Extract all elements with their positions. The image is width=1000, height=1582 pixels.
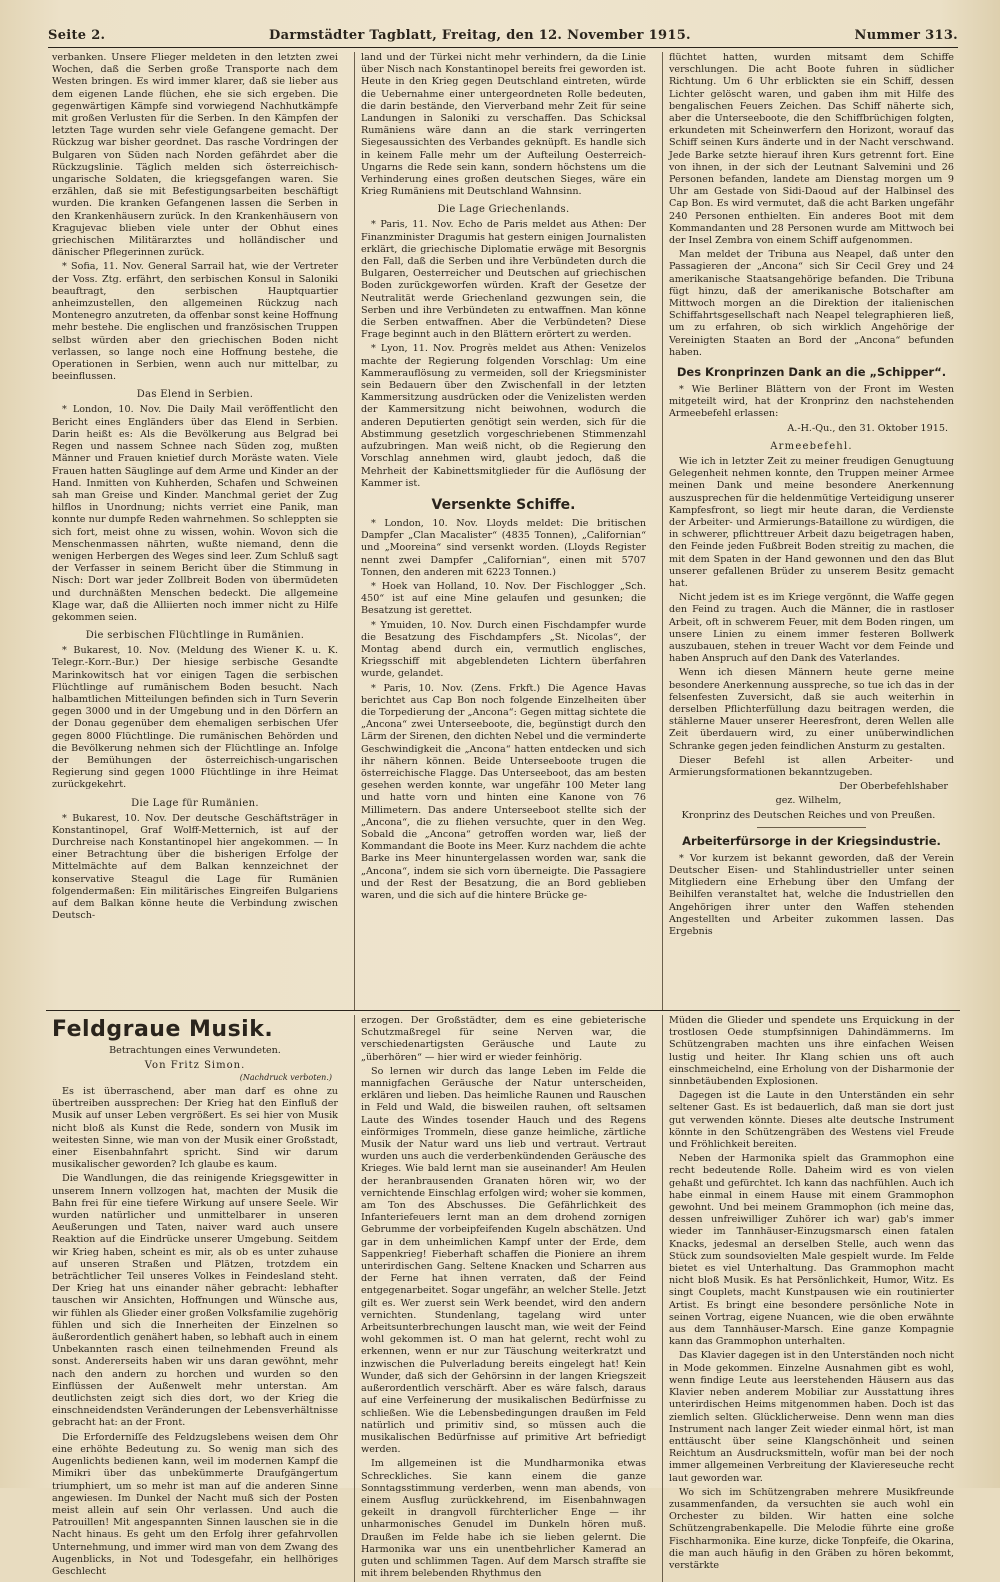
section-heading-versenkte-schiffe: Versenkte Schiffe. [431, 496, 576, 513]
dateline: A.-H.-Qu., den 31. Oktober 1915. [787, 422, 948, 434]
reprint-notice: (Nachdruck verboten.) [239, 1073, 332, 1082]
column-1 [46, 52, 344, 1010]
feuilleton-column-2 [354, 1015, 652, 1582]
article-paragraph: flüchtet hatten, wurden mitsamt dem Schiffe verschlungen. Die acht Boote fuhren in südlicher Richtung. Um 6 Uhr erblickten sie ein Schiff, dessen Lichter gelöscht waren, und gaben ihm mit Hilfe des bengalischen Feuers Zeichen. Das Schiff näherte sich, aber die Unterseeboote, die den Schiffbrüchigen folgten, erkundeten mit Scheinwerfern den Horizont, worauf das Schiff seinen Kurs änderte und in der Nacht verschwand. Jede Barke setzte hierauf ihren Kurs getrennt fort. Eine von ihnen, in der sich der Leutnant Salvemini und 26 Personen befanden, landete am Dienstag morgen um 9 Uhr am Gestade von Sidi-Daoud auf der Halbinsel des Cap Bon. Es wird vermutet, daß die acht Barken ungefähr 240 Personen enthielten. Ein anderes Boot mit dem Kommandanten und 28 Personen wurde am Mittwoch bei der Insel Zembra von einem Schiff aufgenommen. [669, 52, 954, 247]
article-paragraph: * Hoek van Holland, 10. Nov. Der Fischlogger „Sch. 450“ ist auf eine Mine gelaufen und gesunken; die Besatzung ist gerettet. [361, 580, 646, 617]
section-heading-arbeiterfuersorge: Arbeiterfürsorge in der Kriegsindustrie. [682, 833, 941, 848]
divider [757, 827, 865, 828]
feuilleton-column-3 [662, 1015, 960, 1582]
article-paragraph: Neben der Harmonika spielt das Grammophon eine recht bedeutende Rolle. Daheim wird es von vielen gehaßt und gefürchtet. Ich kann das nachfühlen. Auch ich habe einmal in einem Hause mit einem Grammophon gewohnt. Und bei meinem Grammophon (ich meine das, dessen unfreiwilliger Zuhörer ich war) gab's immer wieder im Tannhäuser-Einzugsmarsch einen fatalen Knacks, jedesmal an derselben Stelle, auch wenn das Stück zum soundsovielten Male gespielt wurde. Im Felde bietet es viel Unterhaltung. Das Grammophon macht nicht bloß Musik. Es hat Persönlichkeit, Humor, Witz. Es singt Couplets, macht Kunstpausen wie ein routinierter Artist. Es bringt eine besondere persönliche Note in seinen Vortrag, eigene Nuancen, wie die oben erwähnte aus dem Tannhäuser-Marsch. Eine ganze Kompagnie kann das Grammophon unterhalten. [669, 1153, 954, 1348]
newspaper-title: Darmstädter Tagblatt, Freitag, den 12. November 1915. [269, 28, 691, 43]
article-paragraph: Wenn ich diesen Männern heute gerne meine besondere Anerkennung ausspreche, so tue ich das in der felsenfesten Zuversicht, daß sie auch weiterhin in derselben Pflichterfüllung dazu beitragen werden, die stählerne Mauer unserer Heeresfront, deren Wellen alle Zeit überdauern wird, zu einer unüberwindlichen Schranke gegen jeden feindlichen Ansturm zu gestalten. [669, 667, 954, 752]
column-2 [354, 52, 652, 1010]
article-paragraph: So lernen wir durch das lange Leben im Felde die mannigfachen Geräusche der Natur unterscheiden, erklären und lieben. Das heimliche Raunen und Rauschen in Feld und Wald, die bisweilen rauhen, oft seltsamen Laute des Windes tosender Hauch und des Regens einförmiges Trommeln, diese ganze heimliche, zärtliche Musik der Natur ward uns lieb und vertraut. Vertraut wurden uns auch die verderbenkündenden Geräusche des Krieges. Wie bald lernt man sie auseinander! Am Heulen der heranbrausenden Granaten hören wir, wo der vernichtende Einschlag erfolgen wird; woher sie kommen, am Ton des Abschusses. Die Gefährlichkeit des Infanteriefeuers lernt man an dem drohend zornigen Gebrumme der vorbeipfeifenden Kugeln abschätzen. Und gar in dem unheimlichen Kampf unter der Erde, dem Sappenkrieg! Fieberhaft schaffen die Pioniere an ihrem unterirdischen Gang. Seltene Knacken und Scharren aus der Ferne hat ihnen verraten, daß der Feind entgegenarbeitet. Sogar ungefähr, an welcher Stelle. Jetzt gilt es. Wer zuerst sein Werk beendet, wird den andern vernichten. Stundenlang, tagelang wird unter Arbeitsunterbrechungen lauscht man, wie weit der Feind wohl gekommen ist. O man hat gelernt, recht wohl zu erkennen, wenn er nur zur Täuschung weiterkratzt und inzwischen die Pulverladung bereits eingelegt hat! Kein Wunder, daß sich der Gehörsinn in der langen Kriegszeit außerordentlich verschärft. Aber es wäre falsch, daraus auf eine Verfeinerung der musikalischen Bedürfnisse zu schließen. Wie die Lebensbedingungen draußen im Feld natürlich und primitiv sind, so müssen auch die musikalischen Bedürfnisse auf primitive Art befriedigt werden. [361, 1065, 646, 1456]
feuilleton-title: Feldgraue Musik. [52, 1017, 274, 1042]
article-paragraph: Es ist überraschend, aber man darf es ohne zu übertreiben aussprechen: Der Krieg hat den Einfluß der Musik auf unser Leben vergrößert. Es sei hier von Musik nicht bloß als Kunst die Rede, sondern von Musik im weitesten Sinne, wie man von der Musik einer Großstadt, einer Eisenbahnfahrt spricht. Sind wir darum musikalischer geworden? Ich glaube es kaum. [52, 1086, 338, 1171]
article-paragraph: land und der Türkei nicht mehr verhindern, da die Linie über Nisch nach Konstantinopel bereits frei geworden ist. Heute in den Krieg gegen Deutschland eintreten, würde die Uebernahme einer untergeordneten Rolle bedeuten, die darin bestände, den Vierverband mehr Zeit für seine Landungen in Saloniki zu verschaffen. Das Schicksal Rumäniens wäre dann an die stark verringerten Siegesaussichten des Verbandes geknüpft. Es handle sich in keinem Falle mehr um der Aufteilung Oesterreich-Ungarns die Rede sein kann, sondern höchstens um die Verhinderung eines großen deutschen Sieges, wäre ein Krieg Rumäniens mit Deutschland Wahnsinn. [361, 52, 646, 198]
article-paragraph: Die Wandlungen, die das reinigende Kriegsgewitter in unserem Innern vollzogen hat, machten der Musik die Bahn frei für eine tiefere Wirkung auf unsere Seele. Wir wurden natürlicher und unmittelbarer in unseren Aeußerungen und Taten, naiver ward auch unsere Reaktion auf die Eindrücke unserer Umgebung. Seitdem wir Krieg haben, scheint es mir, als ob es unter zuhause auf unseren Straßen und Plätzen, trotzdem ein beträchtlicher Teil unseres Volkes in Feindesland steht. Der Krieg hat uns einander näher gebracht: lebhafter tauschen wir Ansichten, Hoffnungen und Wünsche aus, wir fühlen als Glieder einer großen Volksfamilie zugehörig fühlen und sich die Innerheiten der Einzelnen so äußerordentlich genähert haben, so lebhaft auch in einem Unbekannten rasch einen teilnehmenden Freund als sonst. Andererseits haben wir uns daran gewöhnt, mehr nach den andern zu horchen und wurden so den Einflüssen der Außenwelt mehr unterstan. Am deutlichsten zeigt sich dies dort, wo der Krieg die einschneidendsten Veränderungen der Lebensverhältnisse gebracht hat: an der Front. [52, 1173, 338, 1429]
article-paragraph: * Paris, 11. Nov. Echo de Paris meldet aus Athen: Der Finanzminister Dragumis hat gestern einigen Journalisten erklärt, die griechische Diplomatie erwäge mit Besorgnis den Fall, daß die Serben und ihre Verbündeten durch die Bulgaren, Oesterreicher und Deutschen auf griechischen Boden zurückgeworfen würden. Kraft der Gesetze der Neutralität werde Griechenland gezwungen sein, die Serben und ihre Verbündeten zu entwaffnen. Man könne die Serben entwaffnen. Aber die Verbündeten? Diese Frage beginnt auch in den Blättern erörtert zu werden. [361, 219, 646, 341]
article-paragraph: * Ymuiden, 10. Nov. Durch einen Fischdampfer wurde die Besatzung des Fischdampfers „St. Nicolas“, der Montag abend durch ein, vermutlich englisches, Kriegsschiff mit abgeblendeten Lichtern überfahren wurde, gelandet. [361, 619, 646, 680]
article-paragraph: Die Erforderniſſe des Feldzugslebens weisen dem Ohr eine erhöhte Bedeutung zu. So wenig man sich des Augenlichts bedienen kann, weil im modernen Kampf die Mimikri über das unbekümmerte Draufgängertum triumphiert, um so mehr ist man auf die anderen Sinne angewiesen. Im Dunkel der Nacht muß sich der Posten meist allein auf sein Ohr verlassen. Und auch die Patrouillen! Mit angespannten Sinnen lauschen sie in die Nacht hinaus. Es geht um den Erfolg ihrer gefahrvollen Unternehmung, und immer wird man von dem Zwang des Augenblicks, in Not und Todesgefahr, ein hellhöriges Geschlecht [52, 1431, 338, 1577]
article-paragraph: * Paris, 10. Nov. (Zens. Frkft.) Die Agence Havas berichtet aus Cap Bon noch folgende Einzelheiten über die Torpedierung der „Ancona“: Gegen mittag sichtete die „Ancona“ zwei Unterseeboote, die, begünstigt durch den Lärm der Sirenen, den dichten Nebel und die verminderte Geschwindigkeit die „Ancona“ hatten entdecken und sich ihr nähern können. Beide Unterseeboote trugen die österreichische Flagge. Das Unterseeboot, das am besten gesehen werden konnte, war ungefähr 100 Meter lang und hatte vorn und hinten eine Kanone von 76 Millimetern. Das andere Unterseeboot stellte sich der „Ancona“, die zu fliehen versuchte, quer in den Weg. Sobald die „Ancona“ getroffen worden war, ließ der Kommandant die Boote ins Meer. Kurz nachdem die achte Barke ins Meer hinuntergelassen worden war, sank die „Ancona“, indem sie sich vorn überneigte. Die Passagiere und der Rest der Besatzung, die an Bord geblieben waren, und die sich auf die hintere Brücke ge- [361, 682, 646, 901]
article-paragraph: * Lyon, 11. Nov. Progrès meldet aus Athen: Venizelos machte der Regierung folgenden Vorschlag: Um eine Kammerauflösung zu vermeiden, soll der Kriegsminister sein Bedauern über den Zwischenfall in der letzten Kammersitzung ausdrücken oder die Venizelisten werden der Kammersitzung nicht beiwohnen, wodurch die anderen Deputierten genötigt sein werden, sich für die Abstimmung gesetzlich vorgeschriebenen Stimmenzahl aufzubringen. Man weiß nicht, ob die Regierung den Vorschlag annehmen wird, glaubt jedoch, daß die Mehrheit der Kabinettsmitglieder für die Auflösung der Kammer ist. [361, 343, 646, 489]
feuilleton-section [46, 1011, 960, 1580]
signature-line: gez. Wilhelm, [775, 795, 842, 807]
issue-number: Nummer 313. [854, 28, 958, 43]
page-number: Seite 2. [48, 28, 106, 43]
article-paragraph: * London, 10. Nov. Lloyds meldet: Die britischen Dampfer „Clan Macalister“ (4835 Tonnen), „Californian“ und „Mooreina“ sind versenkt worden. (Lloyds Register nennt zwei Dampfer „Californian“, einen mit 5707 Tonnen, den anderen mit 6223 Tonnen.) [361, 517, 646, 578]
article-paragraph: * Sofia, 11. Nov. General Sarrail hat, wie der Vertreter der Voss. Ztg. erfährt, den serbischen Konsul in Saloniki beauftragt, den serbischen Hauptquartier anheimzustellen, den allgemeinen Rückzug nach Montenegro anzutreten, da offenbar sonst keine Hoffnung mehr bestehe. Die englischen und französischen Truppen selbst würden aber den griechischen Boden nicht verlassen, so lange noch eine Hoffnung bestehe, die Operationen in Serbien, wenn auch nur mittelbar, zu beeinflussen. [52, 261, 338, 383]
section-heading: Die serbischen Flüchtlinge in Rumänien. [85, 630, 305, 642]
article-paragraph: * Wie Berliner Blättern von der Front im Westen mitgeteilt wird, hat der Kronprinz den nachstehenden Armeebefehl erlassen: [669, 384, 954, 420]
article-paragraph: Wo sich im Schützengraben mehrere Musikfreunde zusammenfanden, da versuchten sie auch wohl ein Orchester zu bilden. Wir hatten eine solche Schützengrabenkapelle. Die Melodie führte eine große Fischharmonika. Eine kurze, dicke Tonpfeife, die Okarina, die man auch häufig in den Gräben zu hören bekommt, verstärkte [669, 1486, 954, 1571]
article-paragraph: erzogen. Der Großstädter, dem es eine gebieterische Schutzmaßregel für seine Nerven war, die verschiedenartigsten Geräusche und Laute zu „überhören“ — hier wird er wieder feinhörig. [361, 1015, 646, 1063]
section-heading: Armeebefehl. [770, 440, 853, 452]
article-paragraph: Man meldet der Tribuna aus Neapel, daß unter den Passagieren der „Ancona“ sich Sir Cecil Grey und 24 amerikanische Staatsangehörige befanden. Die Tribuna fügt hinzu, daß der amerikanische Botschafter am Mittwoch morgen an die Direktion der italienischen Schiffahrtsgesellschaft nach Neapel telegraphieren ließ, um zu erfahren, ob sich wirklich Angehörige der Vereinigten Staaten an Bord der „Ancona“ befunden haben. [669, 249, 954, 358]
news-section [46, 52, 960, 1011]
section-heading: Das Elend in Serbien. [136, 389, 254, 401]
feuilleton-column-1 [46, 1015, 344, 1582]
article-paragraph: Dagegen ist die Laute in den Unterständen ein sehr seltener Gast. Es ist bedauerlich, daß man sie dort just gut verwenden könnte. Dieses alte deutsche Instrument könnte in den Schützengräben des Westens viel Freude und Fröhlichkeit bereiten. [669, 1090, 954, 1151]
signature-line: Der Oberbefehlshaber [839, 781, 948, 793]
article-paragraph: Das Klavier dagegen ist in den Unterständen noch nicht in Mode gekommen. Einzelne Ausnahmen gibt es wohl, wenn findige Leute aus leerstehenden Häusern aus das Klavier neben anderem Mobiliar zur Ausstattung ihres unterirdischen Heims mitgenommen haben. Doch ist das ziemlich selten. Glücklicherweise. Denn wenn man dies Instrument nach langer Zeit wieder einmal hört, ist man enttäuscht über seine Klangschönheit und seinen Reichtum an Ausdrucksmitteln, wofür man bei der noch immer allgemeinen Verbreitung der Klaviereseuche recht laut geworden war. [669, 1350, 954, 1484]
masthead [48, 28, 958, 48]
section-heading-kronprinz: Des Kronprinzen Dank an die „Schipper“. [676, 365, 947, 380]
article-paragraph: Wie ich in letzter Zeit zu meiner freudigen Genugtuung Gelegenheit nehmen konnte, den Truppen meiner Armee meinen Dank und meine besondere Anerkennung auszusprechen für die heldenmütige Verteidigung unserer Kampfesfront, so liegt mir heute daran, die Verdienste der Arbeiter- und Armierungs-Bataillone zu würdigen, die in schwerer, pflichttreuer Arbeit dazu beigetragen haben, den Feinde jeden Fußbreit Boden streitig zu machen, die mit dem Spaten in der Hand gewonnen und den das Blut unserer gefallenen Brüder zu unserem Besitz gemacht hat. [669, 455, 954, 589]
article-paragraph: verbanken. Unsere Flieger meldeten in den letzten zwei Wochen, daß die Serben große Transporte nach dem Westen bringen. Es wird immer klarer, daß sie lieber aus dem eigenen Lande flüchen, ehe sie sich ergeben. Die gegenwärtigen Kämpfe sind vorwiegend Nachhutkämpfe mit großen Verlusten für die Serben. In den Kämpfen der letzten Tage wurden sehr viele Gefangene gemacht. Der Rückzug war bisher geordnet. Das rasche Vordringen der Bulgaren von Süden nach Norden gefährdet aber die Rückzugslinie. Täglich melden sich österreichisch-ungarische Soldaten, die kriegsgefangen waren. Sie erzählen, daß sie mit Befestigungsarbeiten beschäftigt wurden. Die kranken Gefangenen lassen die Serben in den Krankenhäusern zurück. In den Krankenhäusern von Kragujevac blieben viele unter der Obhut eines griechischen Militärarztes und holländischer und dänischer Pflegerinnen zurück. [52, 52, 338, 259]
article-paragraph: * Vor kurzem ist bekannt geworden, daß der Verein Deutscher Eisen- und Stahlindustrieller unter seinen Mitgliedern eine Erhebung über den Umfang der Beihilfen veranstaltet hat, welche die Industriellen den Angehörigen ihrer unter den Waffen stehenden Angestellten und Arbeiter zukommen lassen. Das Ergebnis [669, 852, 954, 937]
feuilleton-subtitle: Betrachtungen eines Verwundeten. [109, 1045, 281, 1056]
signature-line: Kronprinz des Deutschen Reiches und von Preußen. [681, 809, 936, 821]
feuilleton-author: Von Fritz Simon. [144, 1060, 246, 1071]
section-heading: Die Lage Griechenlands. [437, 204, 570, 216]
column-3 [662, 52, 960, 1010]
article-paragraph: * Bukarest, 10. Nov. Der deutsche Geschäftsträger in Konstantinopel, Graf Wolff-Metternich, ist auf der Durchreise nach Konstantinopel hier angekommen. — In einer Betrachtung über die bisherigen Erfolge der Mittelmächte auf dem Balkan kennzeichnet der konservative Steagul die Lage für Rumänien folgendermaßen: Ein militärisches Eingreifen Bulgariens auf dem Balkan könne heute die Verbindung zwischen Deutsch- [52, 812, 338, 922]
section-heading: Die Lage für Rumänien. [131, 797, 259, 809]
article-paragraph: Müden die Glieder und spendete uns Erquickung in der trostlosen Oede stumpfsinnigen Dahindämmerns. Im Schützengraben machten uns ihre einfachen Weisen lustig und heiter. Ihr Klang schien uns oft auch einschmeichelnd, eine Erholung von der Disharmonie der sinnbetäubenden Explosionen. [669, 1015, 954, 1088]
article-paragraph: Im allgemeinen ist die Mundharmonika etwas Schreckliches. Sie kann einem die ganze Sonntagsstimmung verderben, wenn man abends, von einem Ausflug zurückkehrend, im Eisenbahnwagen gekeilt in drangvoll fürchterlicher Enge — ihr unharmonisches Genudel im Dunkeln hören muß. Draußen im Felde habe ich sie lieben gelernt. Die Harmonika war uns ein unentbehrlicher Kamerad an guten und schlimmen Tagen. Auf dem Marsch straffte sie mit ihrem belebenden Rhythmus den [361, 1458, 646, 1580]
article-paragraph: Nicht jedem ist es im Kriege vergönnt, die Waffe gegen den Feind zu tragen. Auch die Männer, die in rastloser Arbeit, oft in schwerem Feuer, mit dem Boden ringen, um unsere Linien zu einem immer festeren Bollwerk auszubauen, stehen in treuer Wacht vor dem Feinde und haben Anspruch auf den Dank des Vaterlandes. [669, 592, 954, 665]
article-paragraph: Dieser Befehl ist allen Arbeiter- und Armierungsformationen bekanntzugeben. [669, 754, 954, 778]
article-paragraph: * London, 10. Nov. Die Daily Mail veröffentlicht den Bericht eines Engländers über das Elend in Serbien. Darin heißt es: Als die Bevölkerung aus Belgrad bei Regen und nassem Schnee nach Süden zog, mußten Männer und Frauen knietief durch Moräste waten. Viele Frauen hatten Säuglinge auf dem Arme und Kinder an der Hand. Inmitten von Kuhherden, Schafen und Schweinen sah man Greise und Kinder. Manchmal geriet der Zug hilflos in Unordnung; nichts verriet eine Panik, man konnte nur dumpfe Reden wahrnehmen. So schleppten sie sich fort, meist ohne zu wissen, wohin. Wovon sich die Menschenmassen nährten, wußte niemand, denn die wenigen Herbergen des Weges sind leer. Zum Schluß sagt der Verfasser in seinem Bericht über die Stimmung in Nisch: Dort war jeder Zollbreit Boden von übermüdeten und durchnäßten Menschen bedeckt. Die allgemeine Klage war, daß die Alliierten noch immer nicht zu Hilfe gekommen seien. [52, 404, 338, 623]
article-paragraph: * Bukarest, 10. Nov. (Meldung des Wiener K. u. K. Telegr.-Korr.-Bur.) Der hiesige serbische Gesandte Marinkowitsch hat vor einigen Tagen die serbischen Flüchtlinge auf rumänischem Boden besucht. Nach halbamtlichen Mitteilungen befinden sich in Turn Severin gegen 3000 und in der Umgebung und in den Dörfern an der Donau gegenüber dem ehemaligen serbischen Ufer gegen 8000 Flüchtlinge. Die rumänischen Behörden und die Bevölkerung nehmen sich der Flüchtlinge an. Infolge der Bemühungen der österreichisch-ungarischen Regierung sind gegen 1000 Flüchtlinge in ihre Heimat zurückgekehrt. [52, 645, 338, 791]
